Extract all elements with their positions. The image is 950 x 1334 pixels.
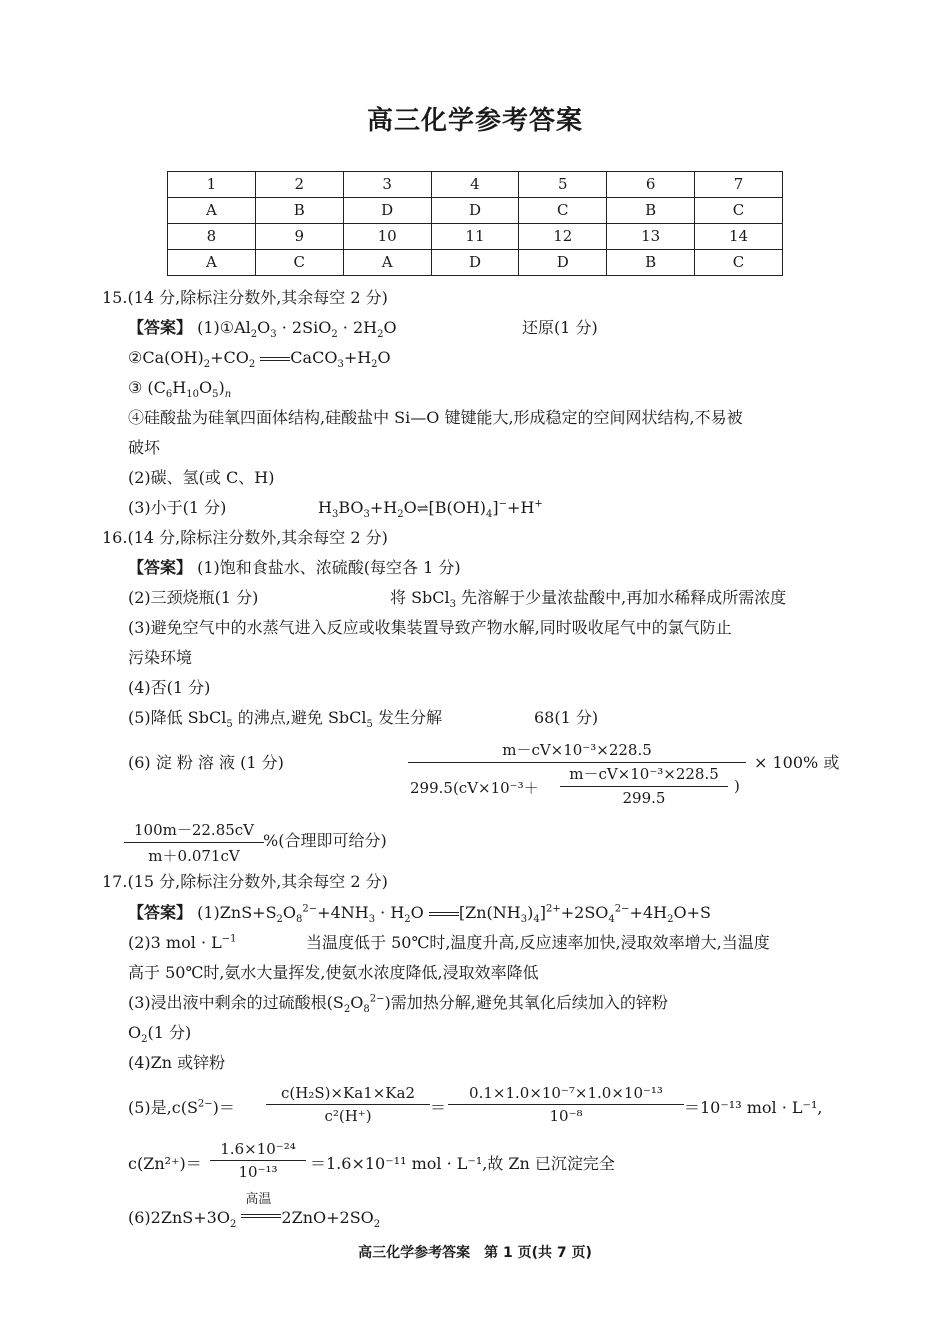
q16-line7-left: (6) 淀 粉 溶 液 (1 分) bbox=[128, 753, 284, 772]
text: BO bbox=[338, 498, 364, 517]
text: H bbox=[318, 498, 332, 517]
text: 的沸点,避免 SbCl bbox=[232, 708, 367, 727]
fraction-denominator: m＋0.071cV bbox=[124, 842, 264, 866]
table-cell: 9 bbox=[255, 224, 343, 250]
text: O bbox=[257, 318, 271, 337]
q16-line1 bbox=[128, 557, 461, 579]
q17-line8-a: c(Zn²⁺)＝ bbox=[128, 1154, 202, 1173]
text: ] bbox=[492, 498, 499, 517]
table-cell: C bbox=[519, 198, 607, 224]
text: ②Ca(OH) bbox=[128, 348, 204, 367]
text: 2ZnO+2SO bbox=[281, 1208, 374, 1227]
text: O bbox=[377, 348, 391, 367]
table-cell: 8 bbox=[168, 224, 256, 250]
purity-fraction-2-after: %(合理即可给分) bbox=[263, 831, 387, 850]
table-row bbox=[168, 224, 783, 250]
table-cell: B bbox=[255, 198, 343, 224]
q15-line4: ④硅酸盐为硅氧四面体结构,硅酸盐中 Si—O 键键能大,形成稳定的空间网状结构,不易被 bbox=[128, 408, 743, 427]
table-cell: A bbox=[168, 250, 256, 276]
text: ) bbox=[734, 777, 740, 795]
answer-label: 【答案】 bbox=[128, 558, 193, 577]
q15-heading: 15.(14 分,除标注分数外,其余每空 2 分) bbox=[102, 288, 388, 307]
sulfide-fraction-numeric bbox=[448, 1084, 684, 1125]
fraction-numerator: 0.1×1.0×10⁻⁷×1.0×10⁻¹³ bbox=[469, 1084, 663, 1102]
fraction-numerator: c(H₂S)×Ka1×Ka2 bbox=[281, 1084, 415, 1102]
q15-line1: 【答案】 $(1)①Al_2O_3 \cdot 2SiO_2 \cdot 2H_2O$ bbox=[128, 318, 397, 341]
text: O+S bbox=[673, 903, 711, 922]
fraction-denominator bbox=[408, 762, 746, 809]
table-cell: 13 bbox=[607, 224, 695, 250]
inner-fraction bbox=[560, 763, 728, 807]
purity-fraction bbox=[408, 739, 746, 809]
table-cell: 5 bbox=[519, 172, 607, 198]
text: +2SO bbox=[560, 903, 609, 922]
text: (2)3 mol · L bbox=[128, 933, 222, 952]
text: (1)ZnS+S bbox=[197, 903, 277, 922]
text: 299.5(cV×10⁻³＋ bbox=[410, 779, 539, 797]
q15-line1-right: 还原(1 分) bbox=[522, 318, 598, 337]
q15-line6: (2)碳、氢(或 C、H) bbox=[128, 468, 275, 487]
text: ] bbox=[539, 903, 546, 922]
table-cell: B bbox=[607, 250, 695, 276]
table-cell: D bbox=[519, 250, 607, 276]
q17-line6: (4)Zn 或锌粉 bbox=[128, 1053, 226, 1072]
q17-line9: $(6)2ZnS+3O_2$ 高温 $2ZnO+2SO_2$ bbox=[128, 1207, 380, 1229]
fraction-denominator: 10⁻¹³ bbox=[210, 1160, 306, 1181]
table-cell: 1 bbox=[168, 172, 256, 198]
text: 299.5 bbox=[560, 786, 728, 807]
purity-after: × 100% 或 bbox=[754, 753, 840, 772]
table-cell: 4 bbox=[431, 172, 519, 198]
text: H bbox=[172, 378, 187, 397]
table-cell: B bbox=[607, 198, 695, 224]
text: n bbox=[224, 389, 232, 401]
table-row bbox=[168, 198, 783, 224]
table-row bbox=[168, 172, 783, 198]
table-cell: 3 bbox=[343, 172, 431, 198]
text: O bbox=[383, 318, 397, 337]
table-cell: 14 bbox=[695, 224, 783, 250]
text: 将 SbCl bbox=[390, 588, 450, 607]
q16-line6-right: 68(1 分) bbox=[534, 708, 599, 727]
table-cell: A bbox=[168, 198, 256, 224]
text: +CO bbox=[210, 348, 249, 367]
text: ③ (C bbox=[128, 378, 166, 397]
text: +H bbox=[507, 498, 535, 517]
text: O bbox=[350, 993, 364, 1012]
text: ) bbox=[527, 903, 534, 922]
answer-label: 【答案】 bbox=[128, 903, 193, 922]
q17-line7-result: ＝10⁻¹³ mol · L⁻¹, bbox=[684, 1098, 823, 1117]
text: O bbox=[282, 903, 297, 922]
q16-heading: 16.(14 分,除标注分数外,其余每空 2 分) bbox=[102, 528, 388, 547]
q17-line5: $O_2(1$ 分) bbox=[128, 1023, 192, 1046]
table-cell: 11 bbox=[431, 224, 519, 250]
table-cell: A bbox=[343, 250, 431, 276]
text: )＝ bbox=[212, 1098, 235, 1117]
text: Al bbox=[234, 318, 251, 337]
text: +4NH bbox=[317, 903, 369, 922]
sulfide-fraction-symbolic bbox=[266, 1084, 430, 1125]
equals: ＝ bbox=[430, 1098, 447, 1117]
table-cell: D bbox=[431, 250, 519, 276]
purity-fraction-2 bbox=[124, 819, 264, 866]
table-row bbox=[168, 250, 783, 276]
fraction-denominator: c²(H⁺) bbox=[266, 1104, 430, 1125]
text: (5)降低 SbCl bbox=[128, 708, 227, 727]
text: ) bbox=[218, 378, 225, 397]
fraction-denominator: 10⁻⁸ bbox=[448, 1104, 684, 1125]
text: · 2SiO bbox=[276, 318, 332, 337]
table-cell: C bbox=[695, 198, 783, 224]
zinc-fraction bbox=[210, 1140, 306, 1181]
text: (1)饱和食盐水、浓硫酸(每空各 1 分) bbox=[197, 558, 461, 577]
text: · H bbox=[375, 903, 405, 922]
fraction-numerator: m－cV×10⁻³×228.5 bbox=[502, 741, 652, 759]
q16-line2-left: (2)三颈烧瓶(1 分) bbox=[128, 588, 259, 607]
text: 发生分解 bbox=[372, 708, 442, 727]
q16-line6: (5)降低 SbCl$_5$ 的沸点,避免 SbCl$_5$ 发生分解 bbox=[128, 708, 442, 731]
answer-label: 【答案】 bbox=[128, 318, 193, 337]
text: +4H bbox=[629, 903, 668, 922]
q17-line1: 【答案】 $(1)ZnS+S_2O_8^{2-}+4NH_3 \cdot H_2O$ $[Zn(NH_3)_4]^{2+}+2SO_4^{2-}+4H_2O+S$ bbox=[128, 903, 711, 926]
text: [Zn(NH bbox=[458, 903, 521, 922]
reaction-condition: 高温 bbox=[245, 1192, 272, 1207]
text: · 2H bbox=[337, 318, 378, 337]
q16-line2-right: 将 SbCl$_3$ 先溶解于少量浓盐酸中,再加水稀释成所需浓度 bbox=[390, 588, 787, 611]
q17-heading: 17.(15 分,除标注分数外,其余每空 2 分) bbox=[102, 872, 388, 891]
text: (1 分) bbox=[147, 1023, 192, 1042]
q17-line4: (3)浸出液中剩余的过硫酸根$(S_2O_8^{2-})$需加热分解,避免其氧化后续加入的锌粉 bbox=[128, 993, 668, 1016]
text: O bbox=[128, 1023, 142, 1042]
q15-line7-left: (3)小于(1 分) bbox=[128, 498, 227, 517]
text: O bbox=[410, 903, 424, 922]
table-cell: C bbox=[695, 250, 783, 276]
table-cell: C bbox=[255, 250, 343, 276]
answer-table bbox=[167, 171, 783, 276]
table-cell: 10 bbox=[343, 224, 431, 250]
text: (6)2ZnS+3O bbox=[128, 1208, 230, 1227]
text: (3)浸出液中剩余的过硫酸根(S bbox=[128, 993, 344, 1012]
table-cell: 6 bbox=[607, 172, 695, 198]
table-cell: D bbox=[343, 198, 431, 224]
q16-line3: (3)避免空气中的水蒸气进入反应或收集装置导致产物水解,同时吸收尾气中的氯气防止 bbox=[128, 618, 732, 637]
reaction-arrow bbox=[241, 1192, 281, 1229]
q17-line8-b: ＝1.6×10⁻¹¹ mol · L⁻¹,故 Zn 已沉淀完全 bbox=[310, 1154, 615, 1173]
text: O bbox=[403, 498, 417, 517]
text: (1)① bbox=[197, 318, 235, 337]
q17-line7-a: (5)是$,c(S^{2-})=$ bbox=[128, 1098, 235, 1117]
text: 先溶解于少量浓盐酸中,再加水稀释成所需浓度 bbox=[456, 588, 787, 607]
page-footer: 高三化学参考答案 第 1 页(共 7 页) bbox=[358, 1245, 592, 1261]
q15-line2: $②Ca(OH)_2+CO_2$ $CaCO_3+H_2O$ bbox=[128, 348, 391, 371]
q17-line2-right: 当温度低于 50℃时,温度升高,反应速率加快,浸取效率增大,当温度 bbox=[306, 933, 770, 952]
text: [B(OH) bbox=[428, 498, 487, 517]
q15-line7-equation: $H_3BO_3+H_2O\rightleftharpoons[B(OH)_4]^-+H^+$ bbox=[318, 498, 543, 521]
text: m－cV×10⁻³×228.5 bbox=[569, 765, 719, 783]
q15-line5: 破坏 bbox=[128, 438, 161, 457]
fraction-numerator: 1.6×10⁻²⁴ bbox=[220, 1140, 296, 1158]
q16-line4: 污染环境 bbox=[128, 648, 193, 667]
q17-line2-left: (2)3 mol · $L^{-1}$ bbox=[128, 933, 237, 952]
table-cell: 12 bbox=[519, 224, 607, 250]
table-cell: D bbox=[431, 198, 519, 224]
fraction-numerator: 100m－22.85cV bbox=[133, 821, 255, 839]
page-title: 高三化学参考答案 bbox=[366, 106, 583, 136]
q16-line5: (4)否(1 分) bbox=[128, 678, 211, 697]
text: )需加热分解,避免其氧化后续加入的锌粉 bbox=[384, 993, 668, 1012]
table-cell: 7 bbox=[695, 172, 783, 198]
text: (5)是,c(S bbox=[128, 1098, 198, 1117]
text: +H bbox=[343, 348, 372, 367]
text: CaCO bbox=[290, 348, 338, 367]
q17-line3: 高于 50℃时,氨水大量挥发,使氨水浓度降低,浸取效率降低 bbox=[128, 963, 539, 982]
text: +H bbox=[369, 498, 398, 517]
text: O bbox=[198, 378, 213, 397]
table-cell: 2 bbox=[255, 172, 343, 198]
q15-line3: ③ $(C_6H_{10}O_5)_n$ bbox=[128, 378, 232, 401]
